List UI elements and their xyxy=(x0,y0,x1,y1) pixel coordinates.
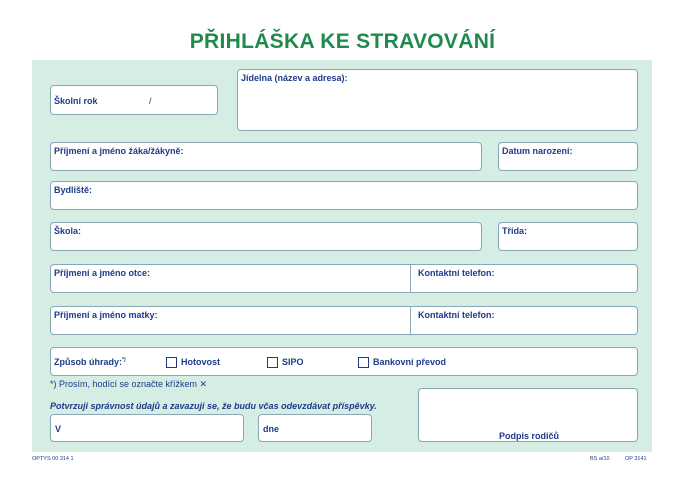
school-field[interactable] xyxy=(50,222,482,251)
footer-right-code-2: OP 3141 xyxy=(625,456,647,462)
footer-right-code-1: BS a/10 xyxy=(590,456,610,462)
cash-checkbox[interactable] xyxy=(166,357,177,368)
mother-field[interactable] xyxy=(50,306,638,335)
cash-label: Hotovost xyxy=(181,357,220,367)
student-name-field[interactable] xyxy=(50,142,482,171)
school-year-label: Školní rok xyxy=(54,96,98,106)
residence-label: Bydliště: xyxy=(54,185,93,195)
declaration-text: Potvrzuji správnost údajů a zavazuji se, že budu včas odevzdávat příspěvky. xyxy=(50,401,377,411)
residence-field[interactable] xyxy=(50,181,638,210)
father-name-label: Příjmení a jméno otce: xyxy=(54,268,151,278)
footer-left-code: OPTYS 00 314 1 xyxy=(32,456,74,462)
class-field[interactable] xyxy=(498,222,638,251)
class-label: Třída: xyxy=(502,226,528,236)
date-label: dne xyxy=(263,424,280,434)
payment-label-text: Způsob úhrady: xyxy=(54,357,122,367)
place-field[interactable] xyxy=(50,414,244,442)
footnote: *) Prosím, hodící se označte křížkem ✕ xyxy=(50,379,208,389)
mother-name-label: Příjmení a jméno matky: xyxy=(54,310,158,320)
school-year-field[interactable] xyxy=(50,85,218,115)
date-field[interactable] xyxy=(258,414,372,442)
signature-field[interactable] xyxy=(418,388,638,442)
canteen-field[interactable] xyxy=(237,69,638,131)
father-field[interactable] xyxy=(50,264,638,293)
student-name-label: Příjmení a jméno žáka/žákyně: xyxy=(54,146,184,156)
canteen-label: Jídelna (název a adresa): xyxy=(241,73,348,83)
payment-label xyxy=(54,357,126,367)
birth-date-label: Datum narození: xyxy=(502,146,573,156)
school-year-separator: / xyxy=(149,96,152,106)
signature-label: Podpis rodičů xyxy=(499,431,560,441)
form-panel xyxy=(32,60,652,452)
sipo-checkbox[interactable] xyxy=(267,357,278,368)
birth-date-field[interactable] xyxy=(498,142,638,171)
bank-transfer-checkbox[interactable] xyxy=(358,357,369,368)
mother-divider xyxy=(410,307,411,334)
school-label: Škola: xyxy=(54,226,82,236)
payment-asterisk: *) xyxy=(122,357,126,363)
mother-phone-label: Kontaktní telefon: xyxy=(418,310,495,320)
sipo-label: SIPO xyxy=(282,357,304,367)
bank-transfer-label: Bankovní převod xyxy=(373,357,447,367)
form-title: PŘIHLÁŠKA KE STRAVOVÁNÍ xyxy=(189,30,496,53)
father-divider xyxy=(410,265,411,292)
payment-field xyxy=(50,347,638,376)
father-phone-label: Kontaktní telefon: xyxy=(418,268,495,278)
place-label: V xyxy=(55,424,62,434)
